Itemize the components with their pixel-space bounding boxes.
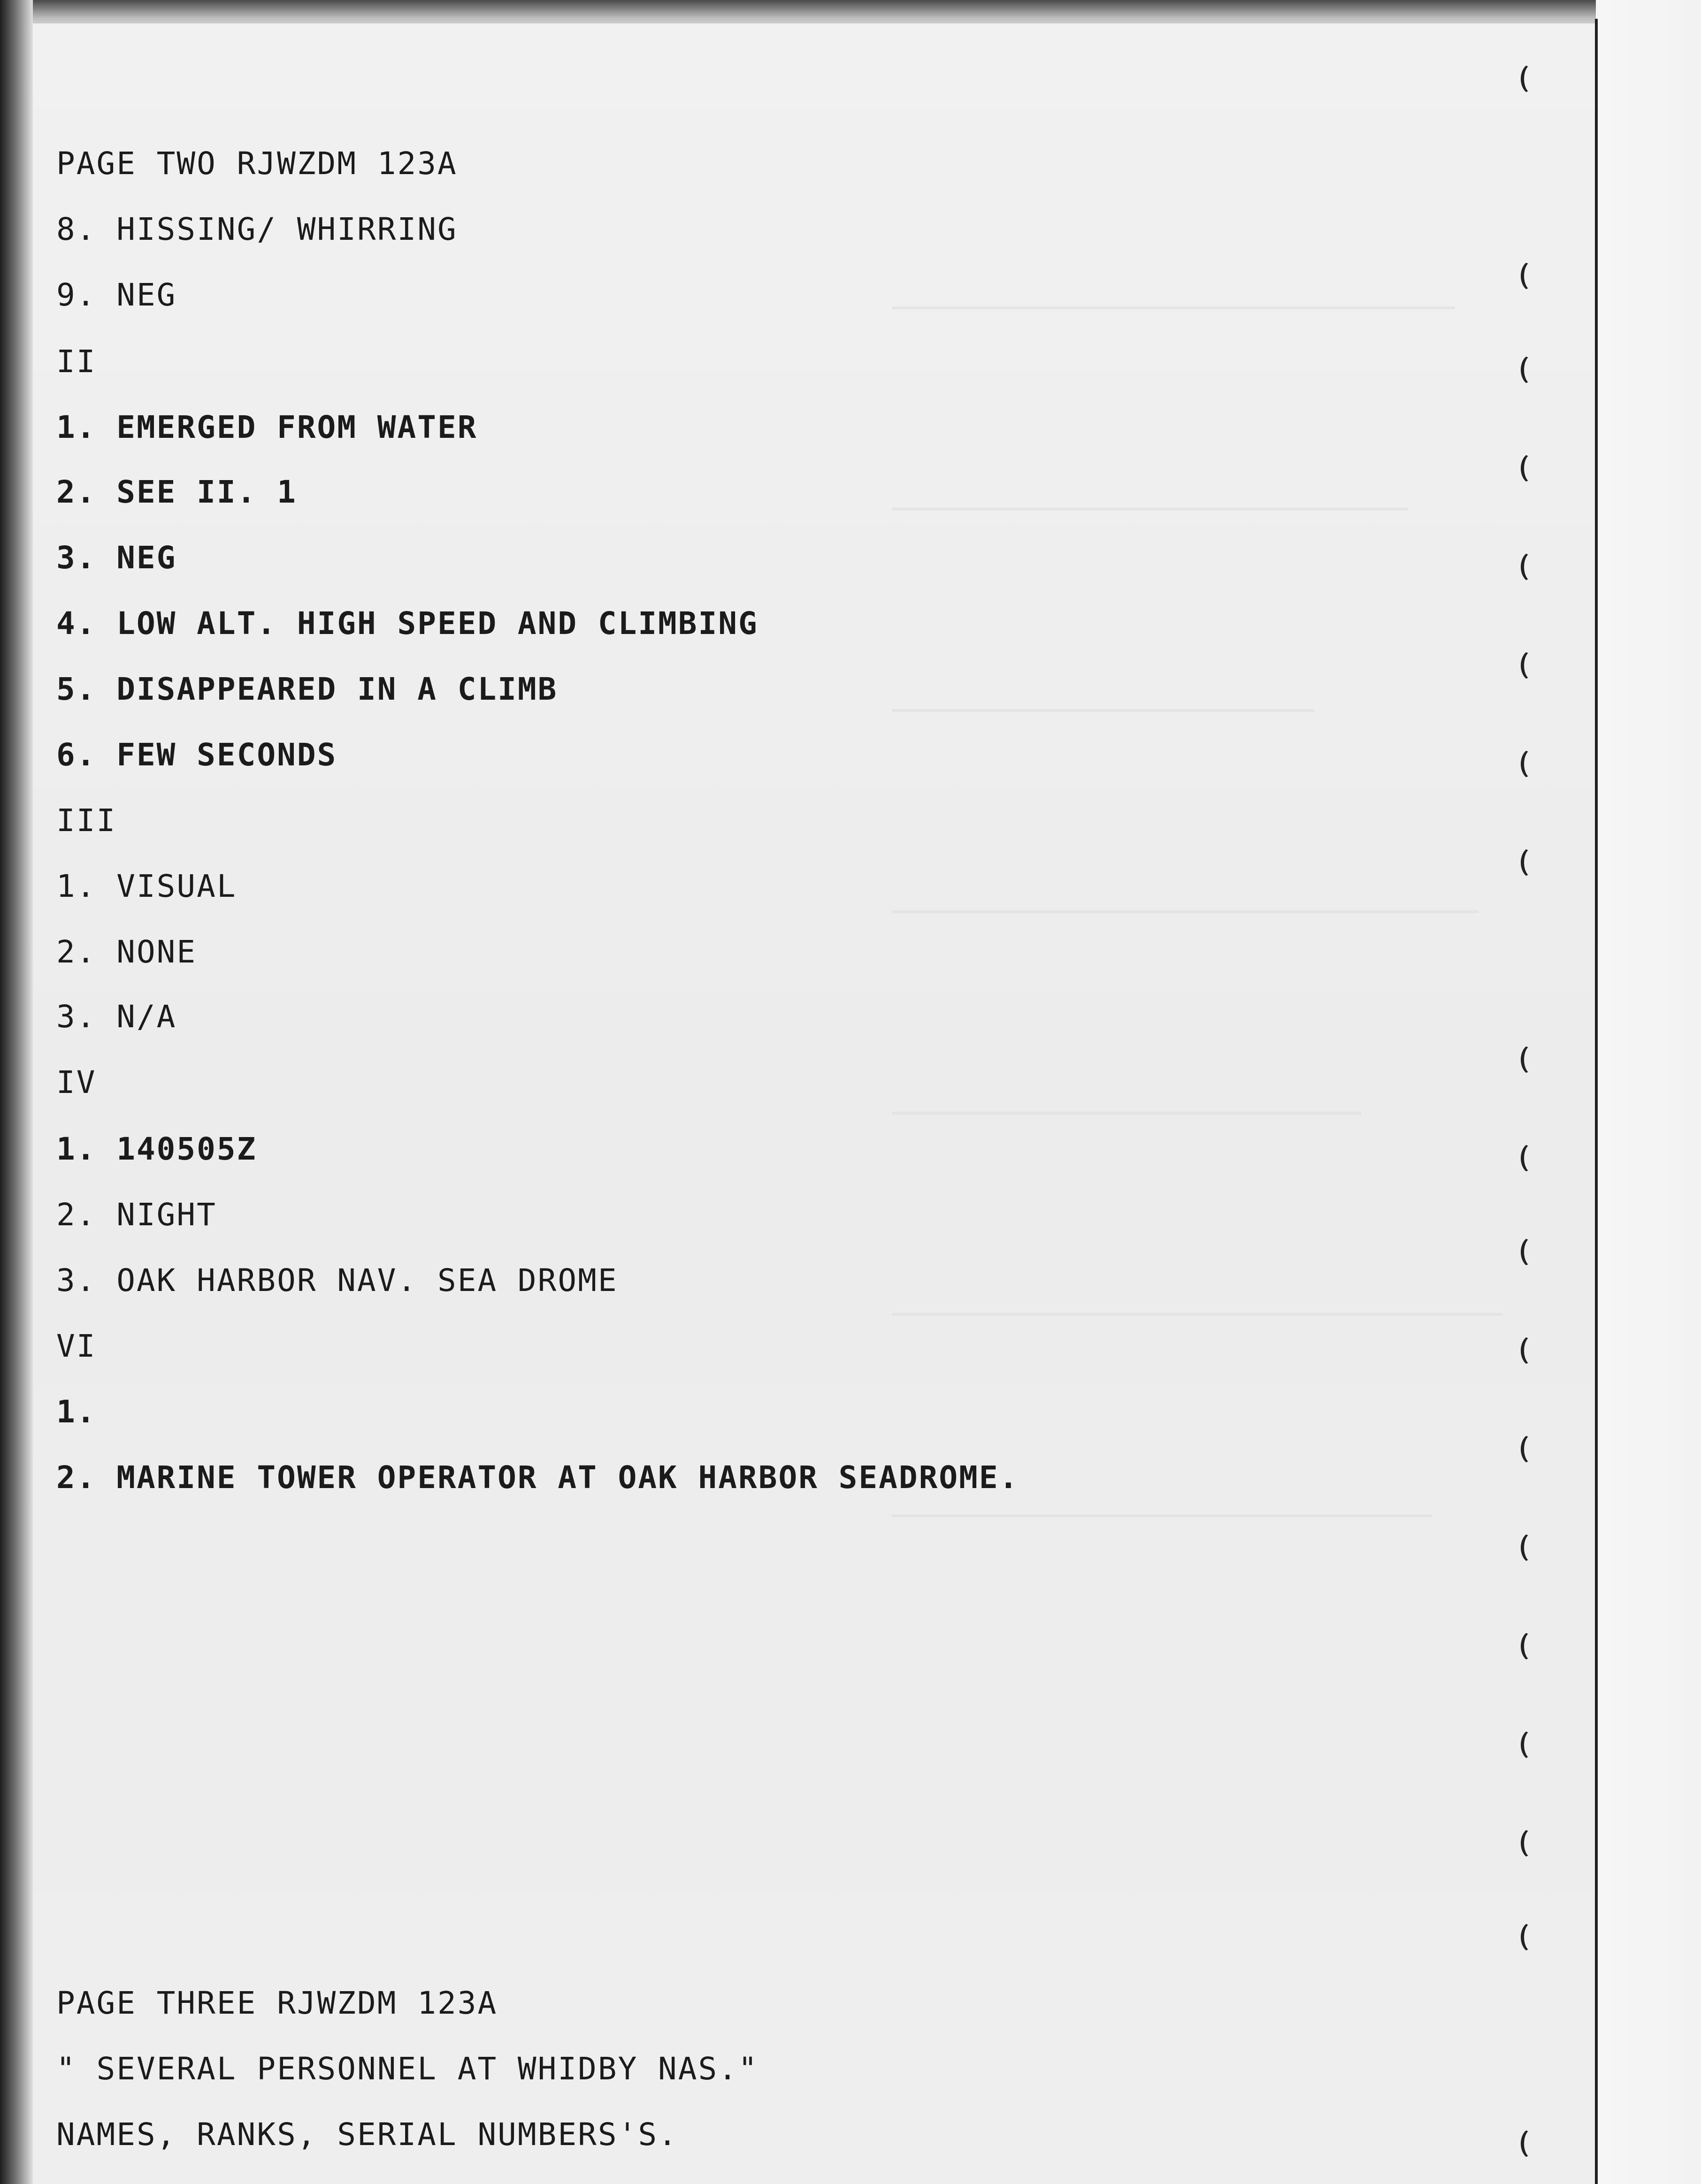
feed-hole-mark <box>1521 1044 1543 1075</box>
report-line: 2. NONE <box>56 934 197 970</box>
feed-hole-mark <box>1521 847 1543 878</box>
bleed-through-texture <box>845 108 1596 1583</box>
section-heading: IV <box>56 1064 97 1100</box>
section-heading: II <box>56 344 97 380</box>
scan-right-margin <box>1596 0 1701 2184</box>
feed-hole-mark <box>1521 1828 1543 1859</box>
report-line: 9. NEG <box>56 277 177 313</box>
feed-hole-mark <box>1521 748 1543 779</box>
scan-left-edge <box>0 0 33 2184</box>
report-line: 3. OAK HARBOR NAV. SEA DROME <box>56 1262 618 1298</box>
report-line: NAMES, RANKS, SERIAL NUMBERS'S. <box>56 2116 678 2153</box>
section-heading: VI <box>56 1328 97 1364</box>
feed-hole-mark <box>1521 260 1543 291</box>
feed-hole-mark <box>1521 453 1543 484</box>
feed-hole-mark <box>1521 1922 1543 1953</box>
report-line: 1. EMERGED FROM WATER <box>56 409 478 445</box>
report-line: 6. FEW SECONDS <box>56 737 337 773</box>
section-heading: III <box>56 802 117 839</box>
report-line: 3. NEG <box>56 540 177 576</box>
feed-hole-mark <box>1521 650 1543 681</box>
page-three-header: PAGE THREE RJWZDM 123A <box>56 1985 498 2021</box>
report-line: 2. NIGHT <box>56 1197 217 1233</box>
report-line: 8. HISSING/ WHIRRING <box>56 211 458 247</box>
feed-hole-mark <box>1521 1729 1543 1760</box>
feed-hole-mark <box>1521 1532 1543 1563</box>
feed-hole-mark <box>1521 63 1543 94</box>
report-line: 2. MARINE TOWER OPERATOR AT OAK HARBOR SEADROME. <box>56 1459 1019 1496</box>
report-line: 4. LOW ALT. HIGH SPEED AND CLIMBING <box>56 605 759 641</box>
feed-hole-mark <box>1521 1237 1543 1268</box>
feed-hole-mark <box>1521 2128 1543 2159</box>
feed-hole-mark <box>1521 354 1543 385</box>
feed-hole-mark <box>1521 1143 1543 1174</box>
report-line: 1. <box>56 1394 97 1430</box>
feed-hole-mark <box>1521 1434 1543 1465</box>
page-two-header: PAGE TWO RJWZDM 123A <box>56 145 458 182</box>
report-line: " SEVERAL PERSONNEL AT WHIDBY NAS." <box>56 2051 759 2087</box>
feed-hole-mark <box>1521 1335 1543 1366</box>
report-line: 5. DISAPPEARED IN A CLIMB <box>56 671 558 707</box>
feed-hole-mark <box>1521 1631 1543 1662</box>
feed-hole-mark <box>1521 551 1543 582</box>
report-line: 2. SEE II. 1 <box>56 474 297 510</box>
report-line: 1. VISUAL <box>56 868 237 904</box>
report-line: 1. 140505Z <box>56 1131 257 1167</box>
report-line: 3. N/A <box>56 999 177 1035</box>
